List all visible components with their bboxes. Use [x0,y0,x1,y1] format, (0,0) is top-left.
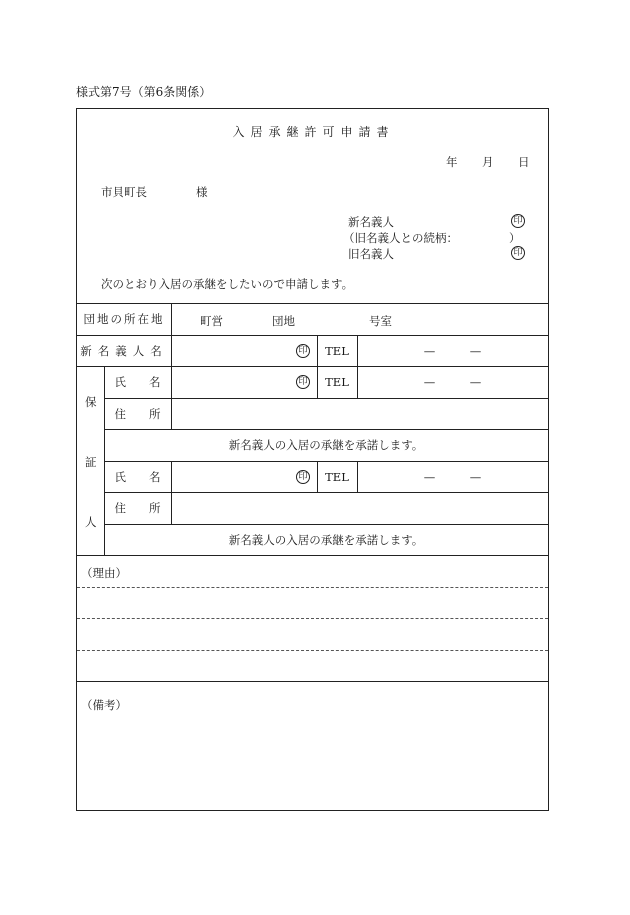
tel-placeholder: — — [423,343,482,358]
guarantor-char-3: 人 [85,515,97,529]
addressee-name: 市貝町長 [101,185,147,199]
tel-label: TEL [325,469,349,484]
location-room: 号室 [369,314,392,328]
tel-label: TEL [325,343,349,358]
tel-placeholder: — — [423,469,482,484]
tel-label: TEL [325,375,349,389]
remarks-label: （備考） [81,698,127,712]
form-number-label: 様式第7号（第6条関係） [76,85,212,99]
guarantor2-name-label: 氏 名 [114,469,161,484]
guarantor1-name-label: 氏 名 [114,375,161,389]
new-holder-label: 新名義人 [348,215,394,229]
addressee-honorific: 様 [196,185,208,199]
location-label: 団地の所在地 [83,312,165,326]
form-title: 入居承継許可申請書 [232,125,395,139]
reason-label: （理由） [81,566,127,580]
guarantor2-consent-text: 新名義人の入居の承継を承諾します。 [228,532,424,547]
relation-close: ） [509,231,521,245]
seal-mark-new-holder: 印 [511,214,525,228]
location-town: 町営 [200,314,223,328]
request-text: 次のとおり入居の承継をしたいので申請します。 [101,277,354,291]
guarantor-char-1: 保 [85,395,97,409]
guarantor1-address-label: 住 所 [114,406,161,421]
tel-placeholder: — — [423,375,482,389]
seal-mark: 印 [296,375,310,389]
seal-mark: 印 [296,470,310,484]
seal-mark-old-holder: 印 [511,246,525,260]
new-holder-name-label: 新名義人名 [80,343,168,358]
old-holder-label: 旧名義人 [348,247,394,261]
guarantor-char-2: 証 [85,455,97,469]
application-form [76,108,549,811]
relation-label: （旧名義人との続柄： [343,231,458,245]
location-danchi: 団地 [272,314,295,328]
date-month: 月 [482,155,494,169]
seal-mark: 印 [296,344,310,358]
guarantor1-consent-text: 新名義人の入居の承継を承諾します。 [228,438,424,452]
guarantor2-address-label: 住 所 [114,501,161,515]
date-year: 年 [446,155,458,169]
date-day: 日 [518,155,530,169]
